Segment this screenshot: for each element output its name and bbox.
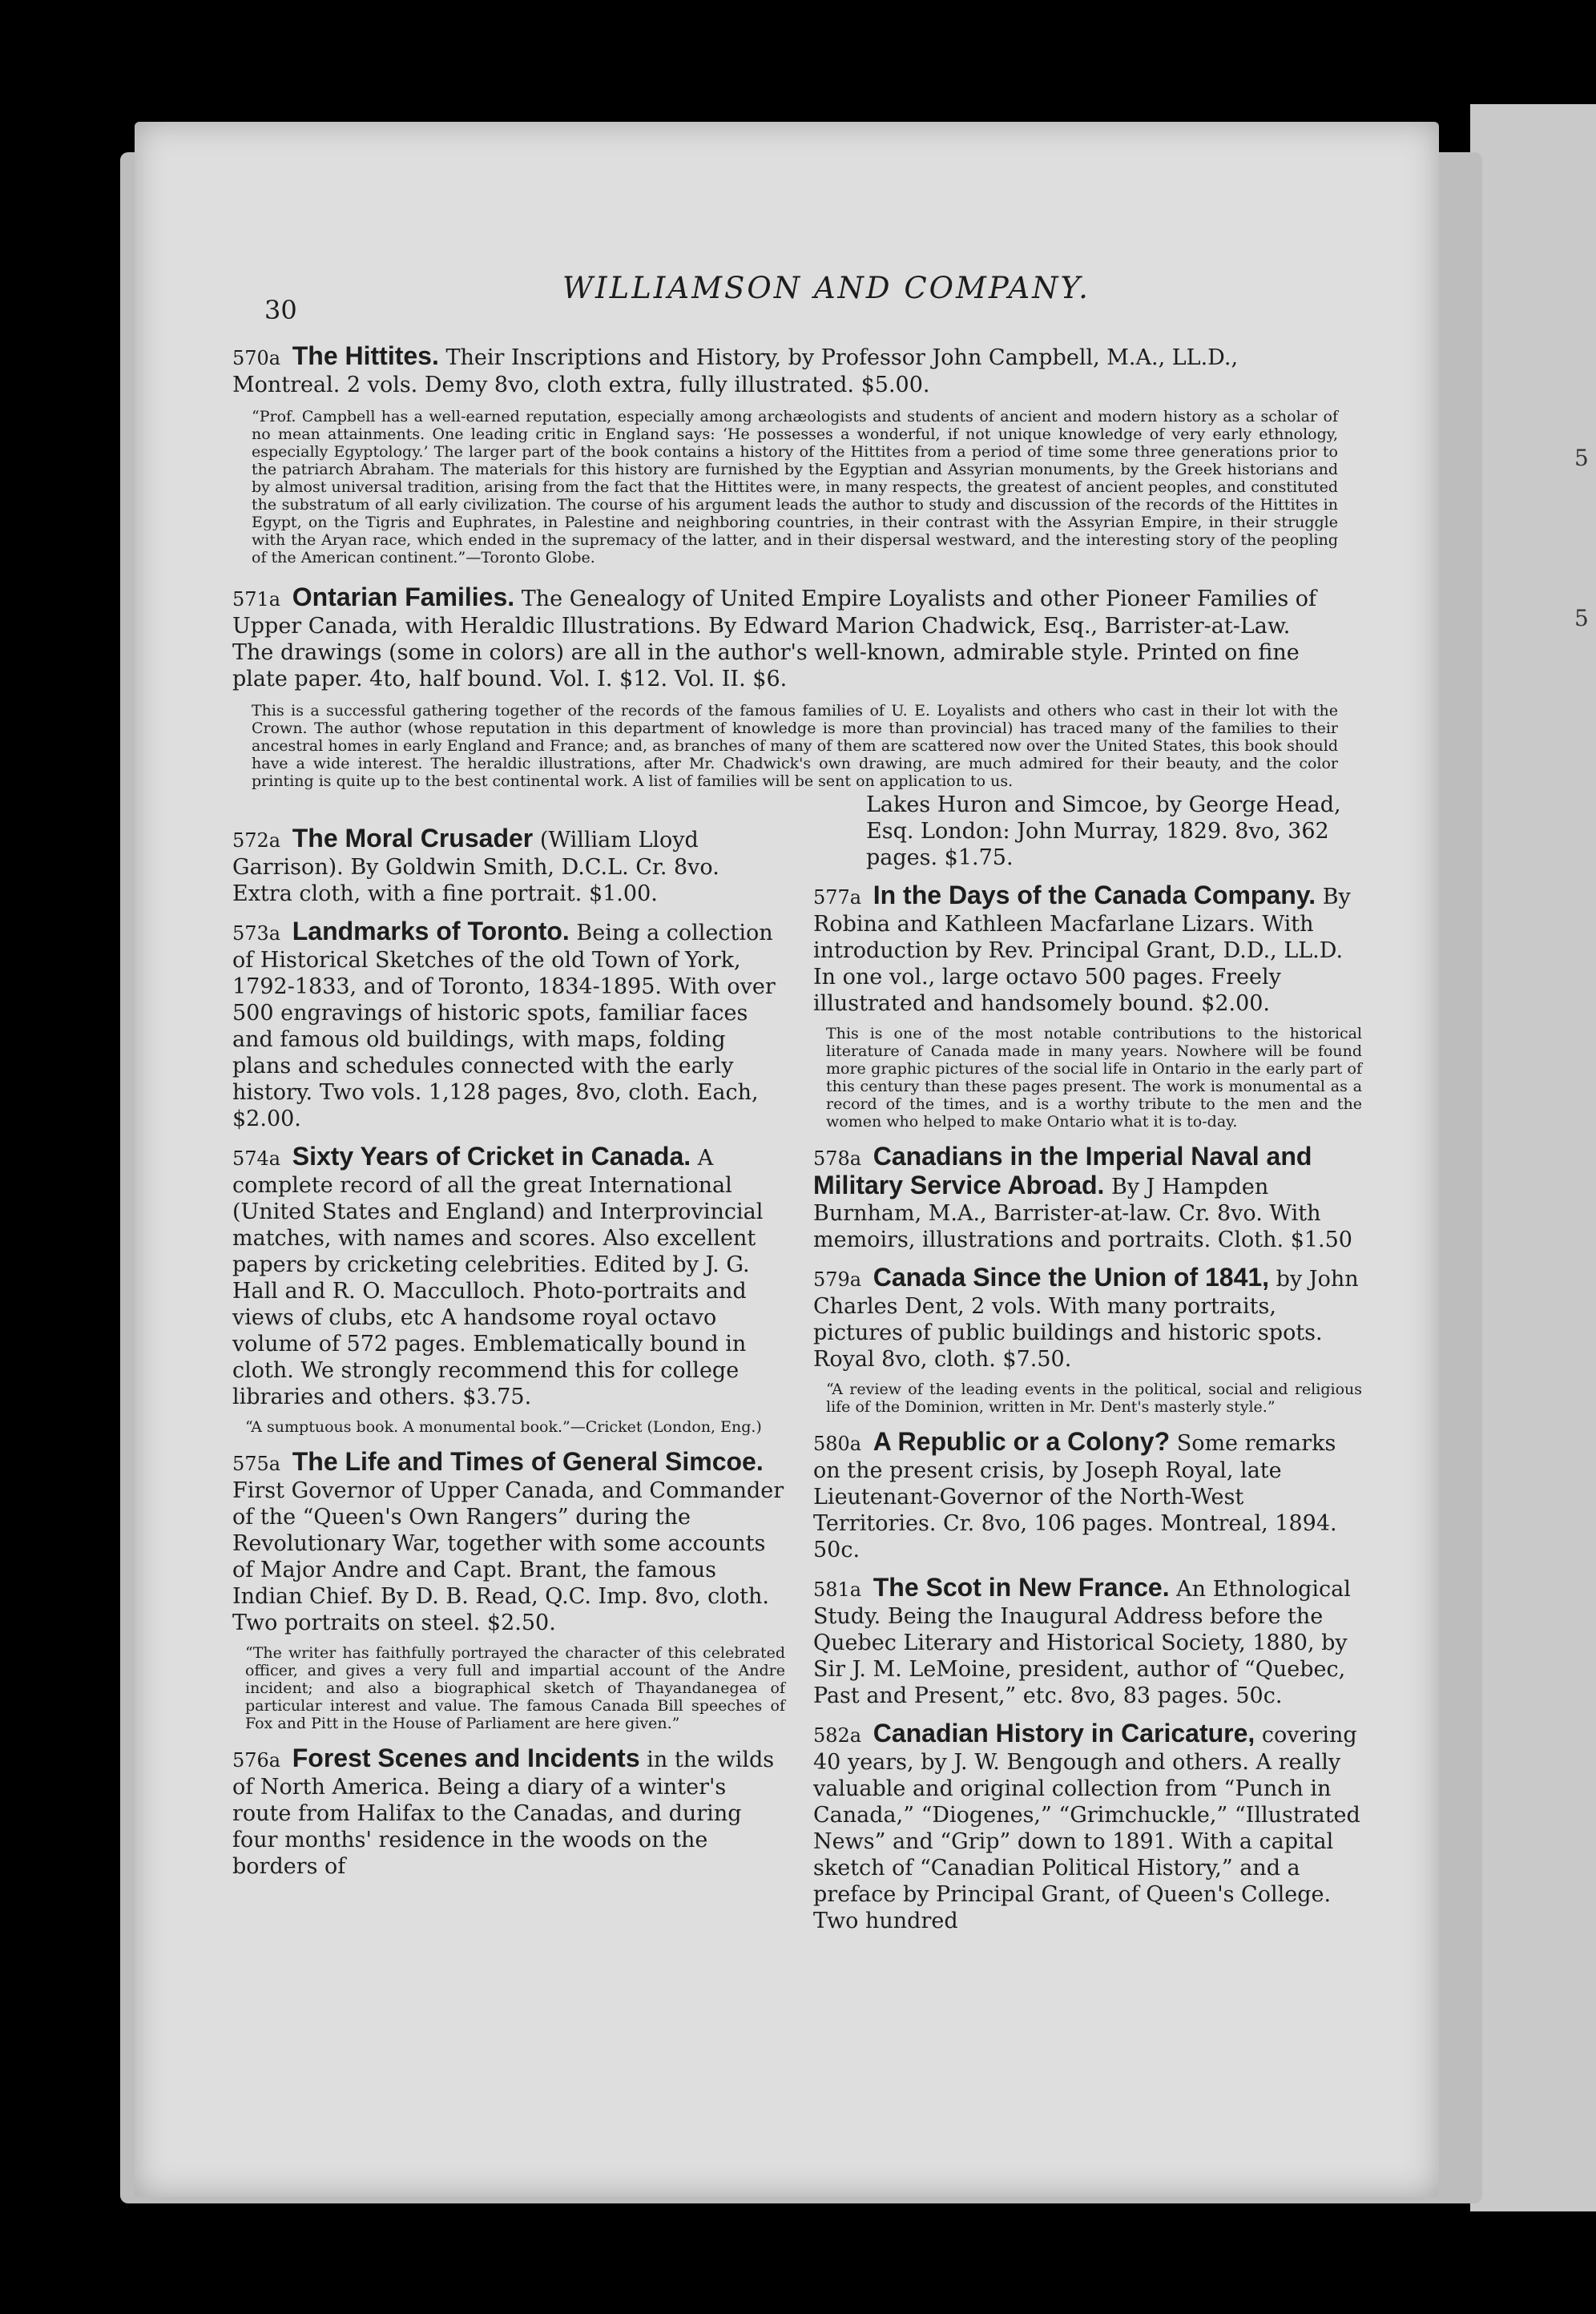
catalog-entry [232,1745,785,1880]
entry-number: 579a [813,1268,862,1291]
right-column [813,792,1362,1945]
catalog-entry [813,1143,1362,1253]
entry-title: Forest Scenes and Incidents [292,1744,640,1772]
entry-number: 572a [232,829,281,852]
entry-title: The Moral Crusader [292,824,534,853]
entry-body: The Genealogy of United Empire Loyalists and other Pioneer Families of Upper Canada, with Heraldic Illustrations. By Edward Marion Chadwick, Esq., Barrister-at-Law. The drawings (some in colors) are all in the author's well-known, admirable style. Printed on fine plate paper. 4to, half bound. Vol. I. $12. Vol. II. $6. [232,587,1317,691]
entry-number: 578a [813,1147,862,1170]
catalog-entry [813,882,1362,1017]
left-column [232,825,785,1891]
entry-body: (William Lloyd Garrison). By Goldwin Smith, D.C.L. Cr. 8vo. Extra cloth, with a fine portrait. $1.00. [232,828,719,906]
review-quote: “A sumptuous book. A monumental book.”—Cricket (London, Eng.) [245,1418,762,1436]
adjacent-page-mark: 5 [1574,445,1589,471]
entry-title: Canada Since the Union of 1841, [873,1263,1270,1292]
review-quote: “A review of the leading events in the political, social and religious life of the Dominion, written in Mr. Dent's masterly style.” [826,1381,1362,1416]
entry-body: By J Hampden Burnham, M.A., Barrister-at-law. Cr. 8vo. With memoirs, illustrations and portraits. Cloth. $1.50 [813,1175,1352,1252]
catalog-entry [813,1574,1362,1709]
entry-body: Some remarks on the present crisis, by Joseph Royal, late Lieutenant-Governor of the North-West Territories. Cr. 8vo, 106 pages. Montreal, 1894. 50c. [813,1431,1337,1562]
catalog-entry [232,1143,785,1410]
entry-number: 570a [232,347,281,369]
entry-body: by John Charles Dent, 2 vols. With many portraits, pictures of public buildings and historic spots. Royal 8vo, cloth. $7.50. [813,1267,1359,1372]
entry-title: Sixty Years of Cricket in Canada. [292,1142,691,1171]
review-quote: This is a successful gathering together of the records of the famous families of U. E. Loyalists and others who cast in their lot with the Crown. The author (whose reputation in this department of knowledge is more than provincial) has traced many of the families to their ancestral homes in early England and France; and, as branches of many of them are scattered now over the United States, this book should have a wide interest. The heraldic illustrations, after Mr. Chadwick's own drawing, are much admired for their beauty, and the color printing is quite up to the best continental work. A list of families will be sent on application to us. [252,702,1338,790]
entry-number: 581a [813,1578,862,1601]
entry-body: An Ethnological Study. Being the Inaugural Address before the Quebec Literary and Historical Society, 1880, by Sir J. M. LeMoine, president, author of “Quebec, Past and Present,” etc. 8vo, 83 pages. 50c. [813,1577,1351,1708]
entry-title: A Republic or a Colony? [873,1427,1171,1456]
catalog-entry [813,1264,1362,1373]
entry-number: 571a [232,588,281,611]
entry-body: A complete record of all the great International (United States and England) and Interprovincial matches, with names and scores. Also excellent papers by cricketing celebrities. Edited by J. G. Hall and R. O. Macculloch. Photo-portraits and views of clubs, etc A handsome royal octavo volume of 572 pages. Emblematically bound in cloth. We strongly recommend this for college libraries and others. $3.75. [232,1146,764,1409]
adjacent-page-mark: 5 [1574,605,1589,631]
entry-body: Being a collection of Historical Sketches of the old Town of York, 1792-1833, and of Toronto, 1834-1895. With over 500 engravings of historic spots, familiar faces and famous old buildings, with maps, folding plans and schedules connected with the early history. Two vols. 1,128 pages, 8vo, cloth. Each, $2.00. [232,921,776,1131]
entry-title: The Hittites. [292,341,439,370]
page-header [264,271,1386,325]
entry-title: Canadians in the Imperial Naval and Military Service Abroad. [813,1142,1312,1199]
entry-title: In the Days of the Canada Company. [873,881,1316,909]
catalog-entry [232,1449,785,1636]
entry-body: First Governor of Upper Canada, and Commander of the “Queen's Own Rangers” during the Revolutionary War, together with some accounts of Major Andre and Capt. Brant, the famous Indian Chief. By D. B. Read, Q.C. Imp. 8vo, cloth. Two portraits on steel. $2.50. [232,1478,784,1635]
catalog-entry [813,1720,1362,1934]
entry-title: Ontarian Families. [292,583,515,611]
review-quote: “The writer has faithfully portrayed the character of this celebrated officer, and gives a very full and impartial account of the Andre incident; and also a biographical sketch of Thayandanegea of particular interest and value. The famous Canada Bill speeches of Fox and Pitt in the House of Parliament are here given.” [245,1644,785,1732]
adjacent-page [1470,104,1596,2211]
entry-number: 582a [813,1724,862,1747]
entry-number: 580a [813,1433,862,1455]
catalog-entry [232,825,785,907]
entry-body: covering 40 years, by J. W. Bengough and others. A really valuable and original collection from “Punch in Canada,” “Diogenes,” “Grimchuckle,” “Illustrated News” and “Grip” down to 1891. With a capital sketch of “Canadian Political History,” and a preface by Principal Grant, of Queen's College. Two hundred [813,1723,1360,1933]
running-title: WILLIAMSON AND COMPANY. [562,271,1090,305]
catalog-entry [813,1429,1362,1563]
entry-title: The Life and Times of General Simcoe. [292,1447,764,1476]
catalog-entry [232,343,1338,398]
review-quote: “Prof. Campbell has a well-earned reputation, especially among archæologists and students of ancient and modern history as a scholar of no mean attainments. One leading critic in England says: ‘He possesses a wonderful, if not unique knowledge of very early ethnology, especially Egyptology.’ The larger part of the book contains a history of the Hittites from a period of time some three generations prior to the patriarch Abraham. The materials for this history are furnished by the Egyptian and Assyrian monuments, by the Greek historians and by almost universal tradition, arising from the fact that the Hittites were, in many respects, the greatest of ancient peoples, and constituted the substratum of all early civilization. The course of his argument leads the author to study and discussion of the records of the Hittites in Egypt, on the Tigris and Euphrates, in Palestine and neighboring countries, in their contrast with the Assyrian Empire, in their struggle with the Aryan race, which ended in the supremacy of the latter, and in their dispersal westward, and the interesting story of the peopling of the American continent.”—Toronto Globe. [252,408,1338,566]
entry-number: 575a [232,1453,281,1475]
entry-body: Their Inscriptions and History, by Professor John Campbell, M.A., LL.D., Montreal. 2 vols. Demy 8vo, cloth extra, fully illustrated. $5.00. [232,345,1239,397]
entry-body: By Robina and Kathleen Macfarlane Lizars. With introduction by Rev. Principal Grant, D.D., LL.D. In one vol., large octavo 500 pages. Freely illustrated and handsomely bound. $2.00. [813,885,1351,1016]
review-quote: This is one of the most notable contributions to the historical literature of Canada made in many years. Nowhere will be found more graphic pictures of the social life in Ontario in the early part of this century than these pages present. The work is monumental as a record of the times, and is a worthy tribute to the men and the women who helped to make Ontario what it is to-day. [826,1025,1362,1131]
entry-title: The Scot in New France. [873,1573,1170,1602]
entry-title: Landmarks of Toronto. [292,917,570,945]
wide-entries [232,343,1338,808]
catalog-entry [232,584,1338,692]
entry-number: 576a [232,1749,281,1772]
entry-number: 573a [232,922,281,945]
entry-body: in the wilds of North America. Being a diary of a winter's route from Halifax to the Canadas, and during four months' residence in the woods on the borders of [232,1748,775,1879]
entry-number: 577a [813,886,862,909]
page-number: 30 [264,295,297,325]
entry-number: 574a [232,1147,281,1170]
catalog-entry [232,918,785,1132]
entry-continuation: Lakes Huron and Simcoe, by George Head, Esq. London: John Murray, 1829. 8vo, 362 pages. $1.75. [866,792,1341,870]
entry-title: Canadian History in Caricature, [873,1719,1255,1748]
